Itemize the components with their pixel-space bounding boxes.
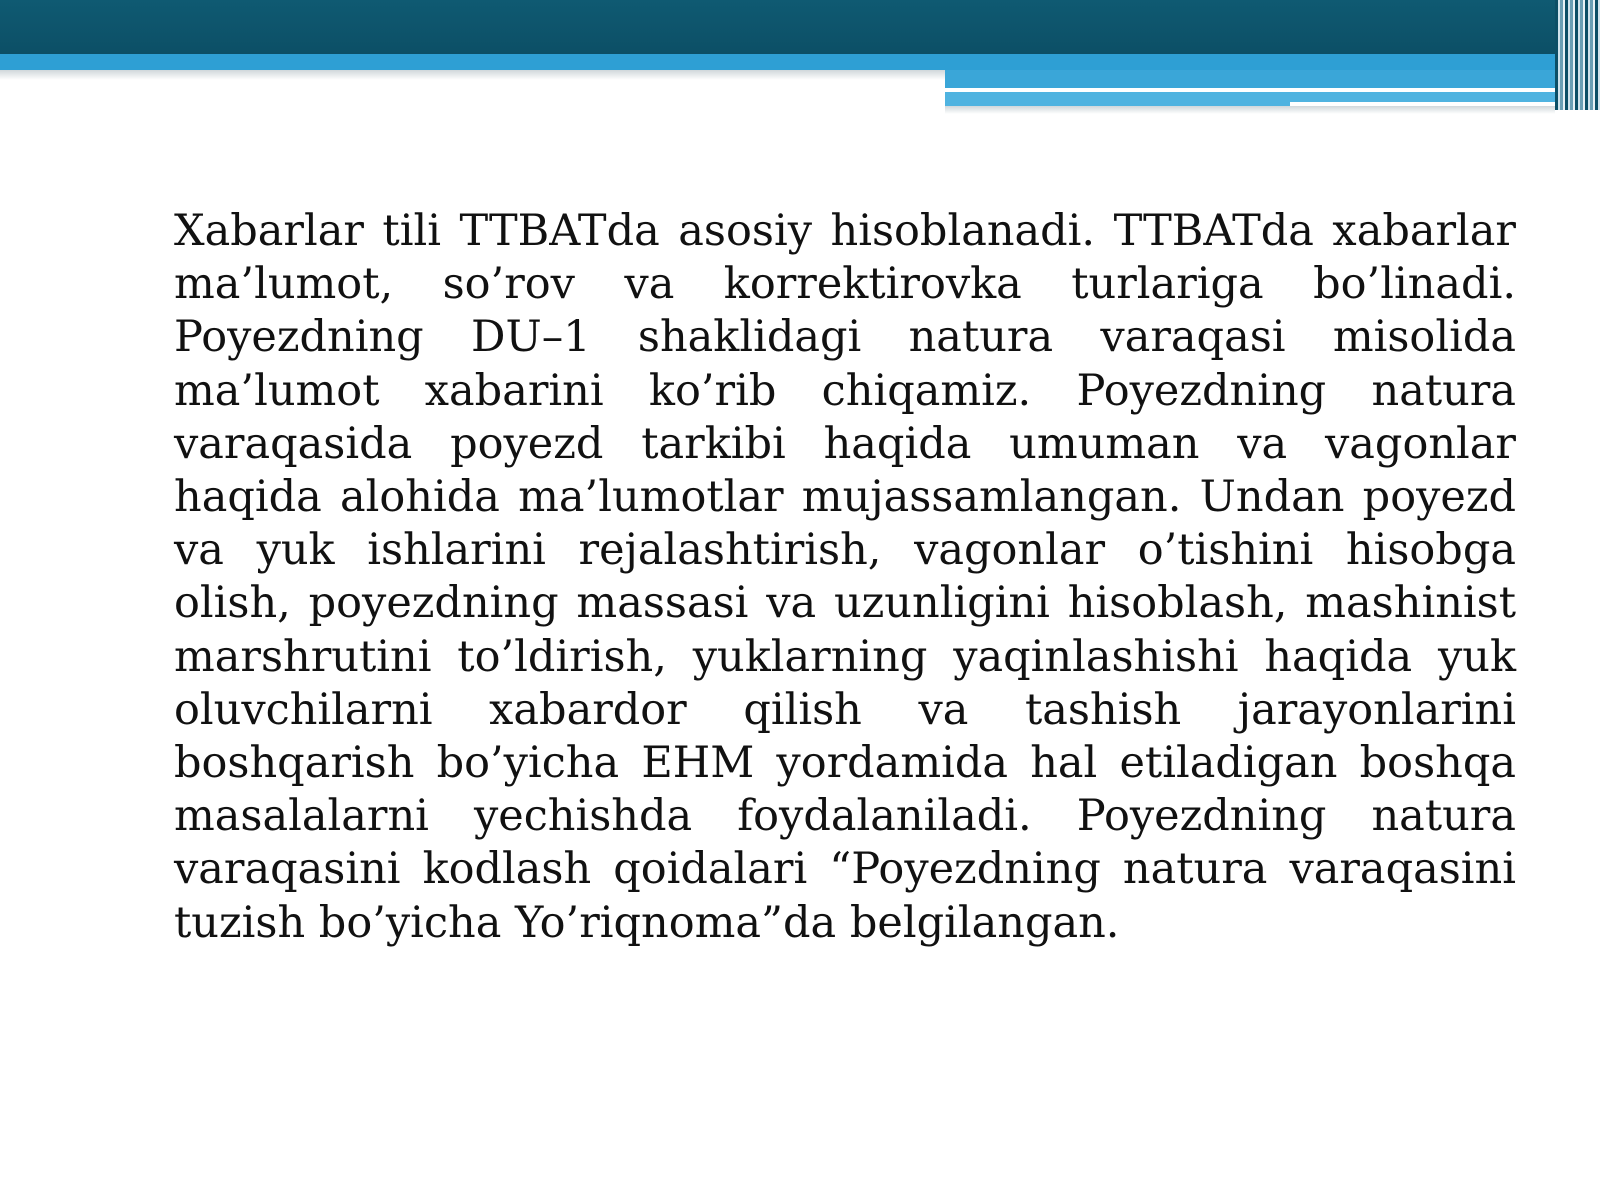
header-bar-shadow [0,70,945,80]
header-stripes [1555,0,1600,110]
header-bar-dark [0,0,1600,54]
header-thin-line-lower [1290,102,1555,106]
header-bar-lower-shadow [945,106,1555,114]
header-bar-step [945,70,1555,88]
body-text: Xabarlar tili TTBATda asosiy hisoblanadi. TTBATda xabarlar ma’lumot, so’rov va korrektirovka turlariga bo’linadi. Poyezdning DU–1 shaklidagi natura varaqasi misolida ma’lumot xabarini ko’rib chiqamiz. Poyezdning natura varaqasida poyezd tarkibi haqida umuman va vagonlar haqida alohida ma’lumotlar mujassamlangan. Undan poyezd va yuk ishlarini rejalashtirish, vagonlar o’tishini hisobga olish, poyezdning massasi va uzunligini hisoblash, mashinist marshrutini to’ldirish, yuklarning yaqinlashishi haqida yuk oluvchilarni xabardor qilish va tashish jarayonlarini boshqarish bo’yicha EHM yordamida hal etiladigan boshqa masalalarni yechishda foydalaniladi. Poyezdning natura varaqasini kodlash qoidalari “Poyezdning natura varaqasini tuzish bo’yicha Yo’riqnoma”da belgilangan. [174,206,1516,948]
header-bar-light [0,54,1555,70]
